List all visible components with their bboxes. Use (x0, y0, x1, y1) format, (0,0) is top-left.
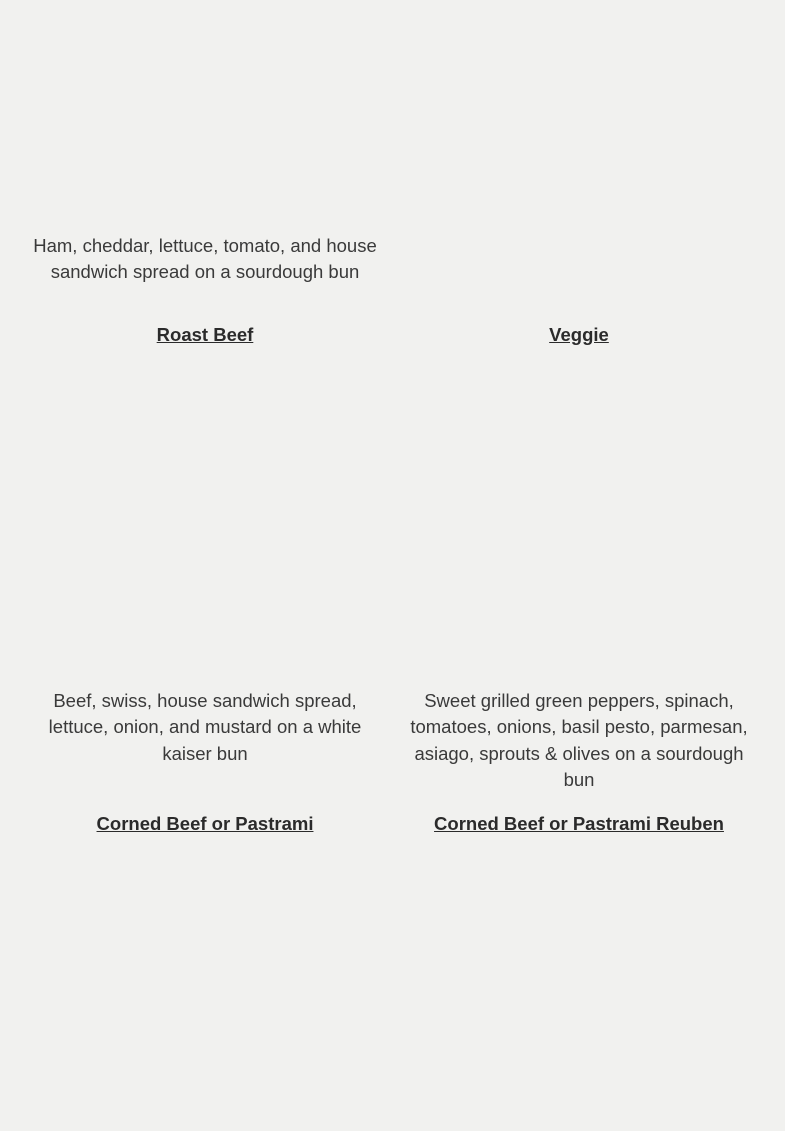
veggie-item (399, 324, 759, 346)
veggie-description-block (406, 688, 752, 794)
corned-beef-photo (25, 860, 385, 1120)
ham-description: Ham, cheddar, lettuce, tomato, and house sandwich spread on a sourdough bun (33, 235, 377, 283)
veggie-description: Sweet grilled green peppers, spinach, tomatoes, onions, basil pesto, parmesan, asiago, sprouts & olives on a sourdough bun (410, 690, 748, 791)
corned-beef-item (25, 813, 385, 835)
roast-beef-item (25, 324, 385, 346)
veggie-title-link[interactable]: Veggie (549, 324, 609, 345)
reuben-item (399, 813, 759, 835)
ham-sandwich-photo (25, 0, 385, 220)
ham-item (25, 233, 385, 286)
veggie-photo (399, 370, 759, 670)
roast-beef-photo (25, 370, 385, 670)
roast-beef-description: Beef, swiss, house sandwich spread, lettuce, onion, and mustard on a white kaiser bun (48, 690, 362, 764)
roast-beef-description-block (33, 688, 377, 767)
reuben-title-link[interactable]: Corned Beef or Pastrami Reuben (434, 813, 724, 834)
top-right-photo (399, 0, 759, 220)
roast-beef-title-link[interactable]: Roast Beef (156, 324, 254, 345)
corned-beef-title-link[interactable]: Corned Beef or Pastrami (96, 813, 314, 834)
reuben-photo (399, 860, 759, 1120)
